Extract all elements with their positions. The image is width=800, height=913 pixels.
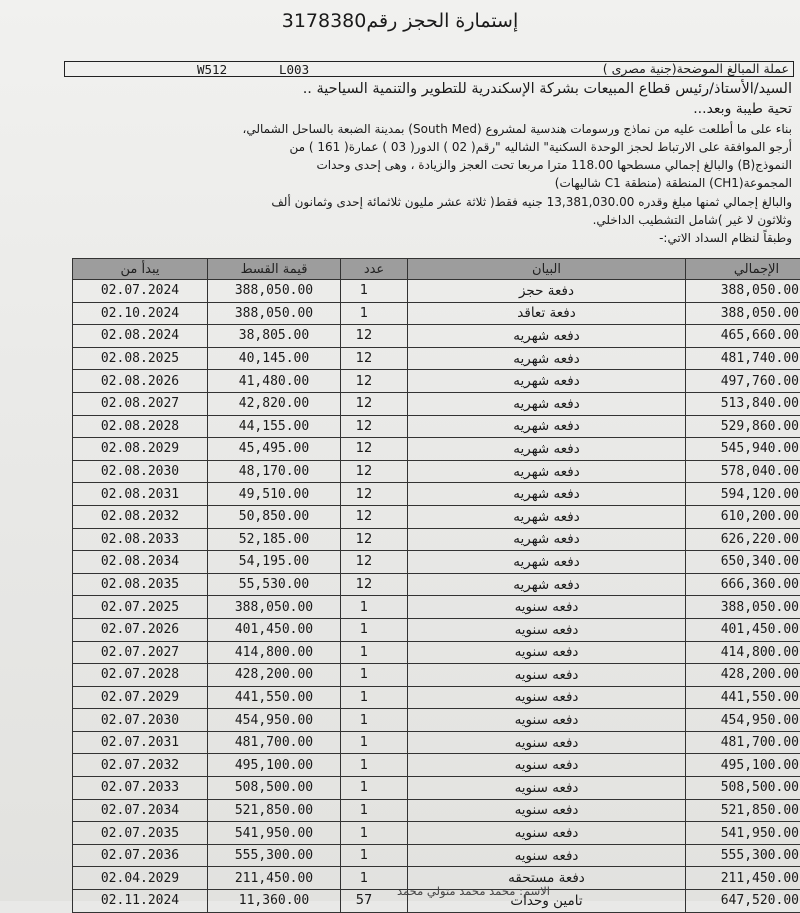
- cell-count: 1: [341, 280, 408, 303]
- cell-description: دفعة تعاقد: [408, 302, 686, 325]
- cell-description: دفعة حجز: [408, 280, 686, 303]
- header-start-date: يبدأ من: [73, 259, 208, 280]
- cell-start-date: 02.10.2024: [73, 302, 208, 325]
- cell-total: 513,840.00: [686, 392, 800, 415]
- paragraph-line-1: بناء على ما أطلعت عليه من نماذج ورسومات هندسية لمشروع (South Med) بمدينة الضبعة بالساحل الشمالي،: [242, 122, 792, 136]
- cell-total: 388,050.00: [686, 302, 800, 325]
- cell-description: دفعه سنويه: [408, 641, 686, 664]
- cell-total: 594,120.00: [686, 483, 800, 506]
- cell-total: 508,500.00: [686, 777, 800, 800]
- cell-count: 1: [341, 867, 408, 890]
- cell-count: 12: [341, 551, 408, 574]
- cell-installment: 508,500.00: [208, 777, 341, 800]
- cell-count: 1: [341, 664, 408, 687]
- cell-start-date: 02.08.2032: [73, 505, 208, 528]
- cell-description: دفعه شهريه: [408, 325, 686, 348]
- header-total: الإجمالي: [686, 259, 800, 280]
- table-row: [73, 392, 800, 415]
- paragraph-line-4: المجموعة(CH1) المنطقة (منطقة C1 شاليهات): [555, 176, 792, 190]
- cell-start-date: 02.07.2035: [73, 822, 208, 845]
- cell-installment: 45,495.00: [208, 438, 341, 461]
- cell-count: 1: [341, 731, 408, 754]
- header-installment: قيمة القسط: [208, 259, 341, 280]
- cell-installment: 441,550.00: [208, 686, 341, 709]
- cell-count: 1: [341, 618, 408, 641]
- cell-start-date: 02.07.2027: [73, 641, 208, 664]
- cell-count: 1: [341, 302, 408, 325]
- paragraph-line-6: وثلاثون لا غير )شامل التشطيب الداخلي.: [593, 213, 792, 227]
- cell-count: 1: [341, 844, 408, 867]
- table-row: [73, 686, 800, 709]
- cell-total: 521,850.00: [686, 799, 800, 822]
- cell-count: 1: [341, 822, 408, 845]
- cell-start-date: 02.07.2031: [73, 731, 208, 754]
- cell-description: دفعه سنويه: [408, 596, 686, 619]
- table-row: [73, 438, 800, 461]
- cell-count: 12: [341, 370, 408, 393]
- unit-code-1: W512: [197, 63, 227, 76]
- table-row: [73, 618, 800, 641]
- cell-description: دفعه سنويه: [408, 777, 686, 800]
- cell-total: 545,940.00: [686, 438, 800, 461]
- table-row: [73, 370, 800, 393]
- cell-count: 1: [341, 641, 408, 664]
- cell-installment: 414,800.00: [208, 641, 341, 664]
- payment-schedule-table: [72, 258, 800, 913]
- cell-total: 666,360.00: [686, 573, 800, 596]
- cell-description: دفعة مستحقه: [408, 867, 686, 890]
- cell-total: 481,740.00: [686, 347, 800, 370]
- cell-count: 1: [341, 686, 408, 709]
- cell-start-date: 02.08.2035: [73, 573, 208, 596]
- cell-installment: 54,195.00: [208, 551, 341, 574]
- cell-total: 401,450.00: [686, 618, 800, 641]
- cell-total: 428,200.00: [686, 664, 800, 687]
- paragraph-line-2: أرجو الموافقة على الارتباط لحجز الوحدة السكنية" الشاليه "رقم( 02 ) الدور( 03 ) عمارة( 161 ) من: [289, 140, 792, 154]
- cell-total: 529,860.00: [686, 415, 800, 438]
- cell-description: دفعه سنويه: [408, 709, 686, 732]
- cell-description: تامين وحدات: [408, 890, 686, 913]
- cell-installment: 211,450.00: [208, 867, 341, 890]
- cell-installment: 50,850.00: [208, 505, 341, 528]
- addressee-line: السيد/الأستاذ/رئيس قطاع المبيعات بشركة الإسكندرية للتطوير والتنمية السياحية ..: [303, 81, 792, 97]
- cell-start-date: 02.08.2026: [73, 370, 208, 393]
- cell-description: دفعه سنويه: [408, 618, 686, 641]
- currency-label: عملة المبالغ الموضحة(جنية مصرى ): [603, 62, 789, 75]
- cell-total: 465,660.00: [686, 325, 800, 348]
- table-row: [73, 505, 800, 528]
- cell-installment: 42,820.00: [208, 392, 341, 415]
- table-row: [73, 709, 800, 732]
- form-title: إستمارة الحجز رقم3178380: [0, 10, 800, 32]
- cell-description: دفعه سنويه: [408, 731, 686, 754]
- cell-total: 497,760.00: [686, 370, 800, 393]
- unit-code-2: L003: [279, 63, 309, 76]
- cell-total: 211,450.00: [686, 867, 800, 890]
- cell-installment: 49,510.00: [208, 483, 341, 506]
- cell-installment: 495,100.00: [208, 754, 341, 777]
- cell-installment: 55,530.00: [208, 573, 341, 596]
- cell-description: دفعه شهريه: [408, 460, 686, 483]
- paragraph-line-5: والبالغ إجمالي ثمنها مبلغ وقدره 13,381,030.00 جنيه فقط( ثلاثة عشر مليون ثلاثمائة إحدى وثمانون ألف: [271, 195, 792, 209]
- cell-installment: 481,700.00: [208, 731, 341, 754]
- table-row: [73, 302, 800, 325]
- cell-description: دفعه سنويه: [408, 754, 686, 777]
- cell-description: دفعه سنويه: [408, 664, 686, 687]
- cell-description: دفعه شهريه: [408, 551, 686, 574]
- cell-description: دفعه شهريه: [408, 573, 686, 596]
- cell-count: 1: [341, 754, 408, 777]
- table-row: [73, 483, 800, 506]
- cell-description: دفعه شهريه: [408, 483, 686, 506]
- cell-start-date: 02.07.2029: [73, 686, 208, 709]
- cell-count: 12: [341, 438, 408, 461]
- cell-installment: 41,480.00: [208, 370, 341, 393]
- cell-start-date: 02.07.2030: [73, 709, 208, 732]
- cell-count: 12: [341, 505, 408, 528]
- cell-description: دفعه شهريه: [408, 438, 686, 461]
- cell-start-date: 02.07.2026: [73, 618, 208, 641]
- cell-start-date: 02.08.2034: [73, 551, 208, 574]
- table-row: [73, 573, 800, 596]
- cell-start-date: 02.08.2029: [73, 438, 208, 461]
- cell-start-date: 02.08.2024: [73, 325, 208, 348]
- cell-count: 1: [341, 799, 408, 822]
- cell-start-date: 02.08.2028: [73, 415, 208, 438]
- table-row: [73, 844, 800, 867]
- header-count: عدد: [341, 259, 408, 280]
- cell-start-date: 02.07.2033: [73, 777, 208, 800]
- cell-installment: 541,950.00: [208, 822, 341, 845]
- cell-start-date: 02.08.2030: [73, 460, 208, 483]
- cell-count: 12: [341, 573, 408, 596]
- cell-count: 1: [341, 709, 408, 732]
- table-row: [73, 347, 800, 370]
- cell-description: دفعه سنويه: [408, 686, 686, 709]
- cell-description: دفعه شهريه: [408, 415, 686, 438]
- cell-start-date: 02.07.2034: [73, 799, 208, 822]
- cell-count: 12: [341, 325, 408, 348]
- cell-total: 541,950.00: [686, 822, 800, 845]
- cell-installment: 401,450.00: [208, 618, 341, 641]
- cell-installment: 11,360.00: [208, 890, 341, 913]
- cell-start-date: 02.07.2024: [73, 280, 208, 303]
- cell-count: 1: [341, 596, 408, 619]
- table-row: [73, 754, 800, 777]
- table-row: [73, 528, 800, 551]
- cell-count: 12: [341, 347, 408, 370]
- table-row: [73, 822, 800, 845]
- cell-count: 12: [341, 460, 408, 483]
- cell-installment: 521,850.00: [208, 799, 341, 822]
- cell-description: دفعه سنويه: [408, 822, 686, 845]
- cell-installment: 48,170.00: [208, 460, 341, 483]
- cell-start-date: 02.08.2027: [73, 392, 208, 415]
- cell-total: 650,340.00: [686, 551, 800, 574]
- table-row: [73, 596, 800, 619]
- cell-total: 481,700.00: [686, 731, 800, 754]
- currency-box: [64, 61, 794, 77]
- cell-total: 388,050.00: [686, 280, 800, 303]
- table-row: [73, 731, 800, 754]
- cell-installment: 555,300.00: [208, 844, 341, 867]
- table-row: [73, 641, 800, 664]
- cell-installment: 388,050.00: [208, 302, 341, 325]
- cell-total: 555,300.00: [686, 844, 800, 867]
- cell-total: 388,050.00: [686, 596, 800, 619]
- cell-start-date: 02.11.2024: [73, 890, 208, 913]
- table-row: [73, 460, 800, 483]
- cell-start-date: 02.08.2033: [73, 528, 208, 551]
- cell-count: 12: [341, 392, 408, 415]
- header-description: البيان: [408, 259, 686, 280]
- cell-start-date: 02.08.2025: [73, 347, 208, 370]
- cell-installment: 52,185.00: [208, 528, 341, 551]
- cell-description: دفعه شهريه: [408, 505, 686, 528]
- cell-installment: 388,050.00: [208, 596, 341, 619]
- cell-start-date: 02.07.2025: [73, 596, 208, 619]
- cell-description: دفعه شهريه: [408, 370, 686, 393]
- cell-description: دفعه سنويه: [408, 844, 686, 867]
- table-row: [73, 551, 800, 574]
- cell-total: 495,100.00: [686, 754, 800, 777]
- table-header-row: [73, 259, 800, 280]
- cell-count: 12: [341, 528, 408, 551]
- cell-total: 626,220.00: [686, 528, 800, 551]
- cell-installment: 40,145.00: [208, 347, 341, 370]
- cell-start-date: 02.07.2028: [73, 664, 208, 687]
- table-row: [73, 664, 800, 687]
- cell-total: 414,800.00: [686, 641, 800, 664]
- cell-installment: 454,950.00: [208, 709, 341, 732]
- customer-name: الاسم: محمد محمد متولي محمد: [397, 884, 550, 898]
- table-row: [73, 325, 800, 348]
- table-body: [73, 280, 800, 913]
- cell-start-date: 02.07.2036: [73, 844, 208, 867]
- cell-installment: 44,155.00: [208, 415, 341, 438]
- cell-total: 454,950.00: [686, 709, 800, 732]
- cell-start-date: 02.04.2029: [73, 867, 208, 890]
- cell-count: 57: [341, 890, 408, 913]
- cell-description: دفعه شهريه: [408, 392, 686, 415]
- paragraph-line-3: النموذج(B) والبالغ إجمالي مسطحها 118.00 مترا مربعا تحت العجز والزيادة ، وهى إحدى وحدات: [316, 158, 792, 172]
- cell-installment: 388,050.00: [208, 280, 341, 303]
- cell-start-date: 02.08.2031: [73, 483, 208, 506]
- cell-start-date: 02.07.2032: [73, 754, 208, 777]
- cell-total: 578,040.00: [686, 460, 800, 483]
- table-row: [73, 777, 800, 800]
- cell-description: دفعه شهريه: [408, 347, 686, 370]
- table-row: [73, 415, 800, 438]
- cell-installment: 38,805.00: [208, 325, 341, 348]
- table-row: [73, 280, 800, 303]
- cell-total: 441,550.00: [686, 686, 800, 709]
- greeting-line: تحية طيبة وبعد...: [693, 101, 792, 117]
- cell-description: دفعه سنويه: [408, 799, 686, 822]
- cell-installment: 428,200.00: [208, 664, 341, 687]
- paragraph-line-7: وطبقاً لنظام السداد الاتي:-: [659, 231, 792, 245]
- table-row: [73, 799, 800, 822]
- cell-description: دفعه شهريه: [408, 528, 686, 551]
- cell-count: 12: [341, 483, 408, 506]
- cell-total: 610,200.00: [686, 505, 800, 528]
- cell-count: 12: [341, 415, 408, 438]
- cell-total: 647,520.00: [686, 890, 800, 913]
- cell-count: 1: [341, 777, 408, 800]
